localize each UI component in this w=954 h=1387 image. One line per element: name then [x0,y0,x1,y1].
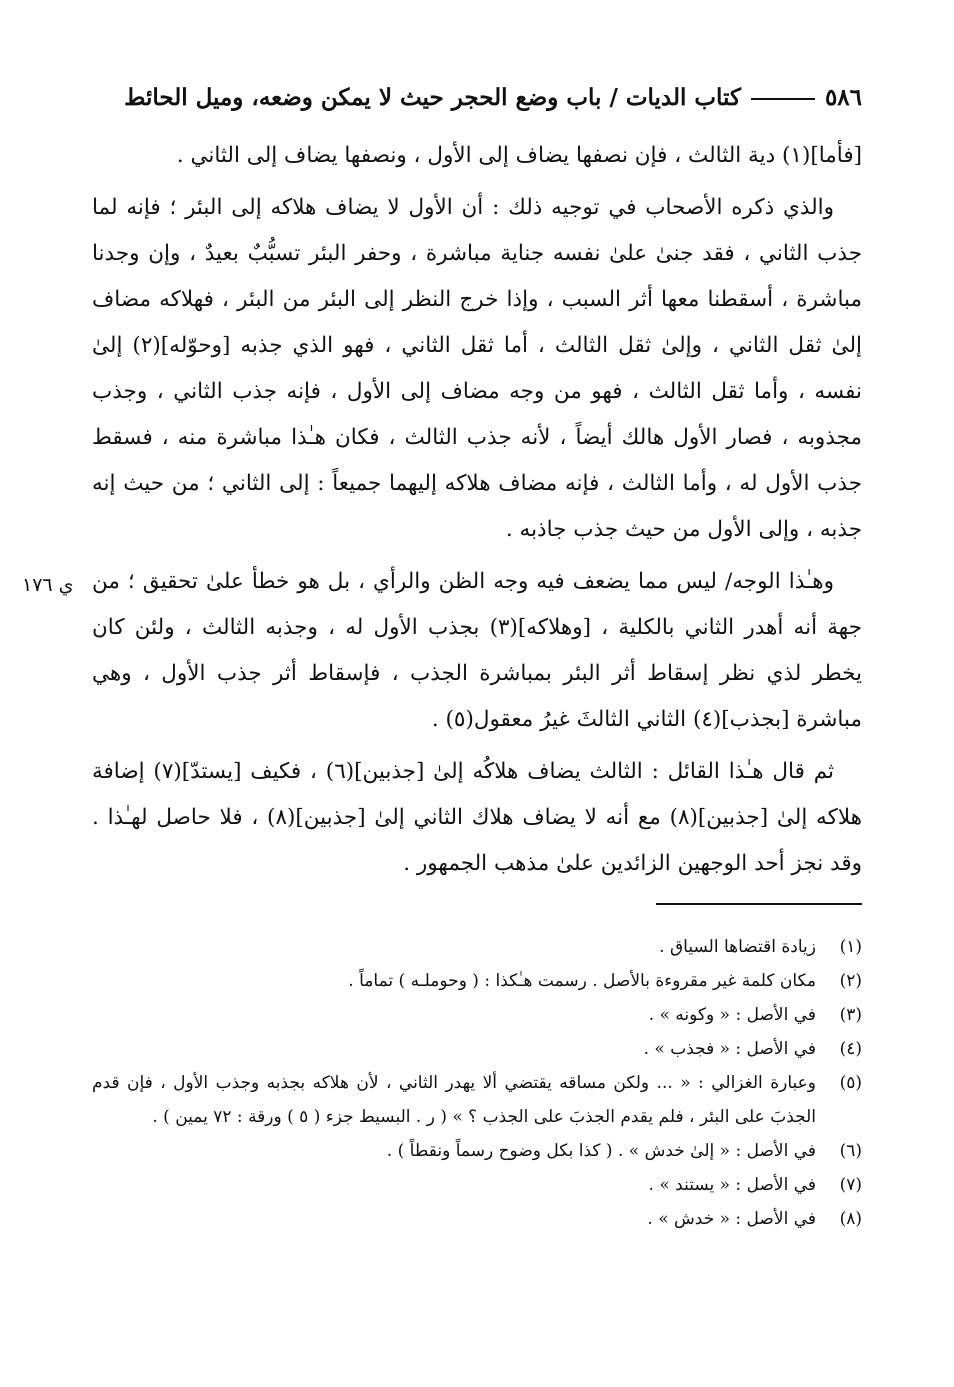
running-header [92,84,862,124]
footnote [92,930,862,964]
paragraph: ثم قال هـٰذا القائل : الثالث يضاف هلاكُه إلىٰ [جذبين](٦) ، فكيف [يستدّ](٧) إضافة هلاكه إلىٰ [جذبين](٨) مع أنه لا يضاف هلاك الثاني إلىٰ [جذبين](٨) ، فلا حاصل لهـٰذا . وقد نجز أحد الوجهين الزائدين علىٰ مذهب الجمهور . [92,759,862,876]
footnote [92,1032,862,1066]
footnote [92,998,862,1032]
footnote-separator [656,903,862,905]
footnote-number: (١) [839,937,862,957]
footnote [92,1134,862,1168]
footnote-text: في الأصل : « يستند » . [648,1175,816,1195]
paragraph: [فأما](١) دية الثالث ، فإن نصفها يضاف إلى الأول ، ونصفها يضاف إلى الثاني . [176,143,862,168]
footnote-text: في الأصل : « وكونه » . [648,1005,816,1025]
footnote-number: (٥) [839,1073,862,1093]
main-text [92,133,862,887]
footnotes [92,930,862,1236]
footnote-text: في الأصل : « فجذب » . [643,1039,816,1059]
header-rule [751,98,815,100]
paragraph: وهـٰذا الوجه/ ليس مما يضعف فيه وجه الظن والرأي ، بل هو خطأ علىٰ تحقيق ؛ من جهة أنه أهدر الثاني بالكلية ، [وهلاكه](٣) بجذب الأول له ، وجذبه الثالث ، ولئن كان يخطر لذي نظر إسقاط أثر البئر بمباشرة الجذب ، فإسقاط أثر جذب الأول ، وهي مباشرة [بجذب](٤) الثاني الثالثَ غيرُ معقول(٥) . [92,569,862,732]
page-number: ٥٨٦ [824,84,862,111]
footnote-number: (٣) [839,1005,862,1025]
footnote-number: (٦) [839,1141,862,1161]
footnote-text: مكان كلمة غير مقروءة بالأصل . رسمت هـٰكذا : ( وحوملـه ) تماماً . [348,971,816,991]
header-title: كتاب الديات / باب وضع الحجر حيث لا يمكن وضعه، وميل الحائط [124,84,741,111]
footnote-text: وعبارة الغزالي : « ... ولكن مساقه يقتضي ألا يهدر الثاني ، لأن هلاكه بجذبه وجذب الأول ، فإن قدم الجذبَ على البئر ، فلم يقدم الجذبَ على الجذب ؟ » ( ر . البسيط جزء ( ٥ ) ورقة : ٧٢ يمين ) . [92,1073,816,1127]
footnote [92,1168,862,1202]
footnote-text: في الأصل : « خدش » . [647,1209,816,1229]
footnote-number: (٧) [839,1175,862,1195]
footnote [92,1066,862,1134]
footnote [92,964,862,998]
footnote [92,1202,862,1236]
footnote-text: زيادة اقتضاها السياق . [659,937,816,957]
footnote-number: (٢) [839,971,862,991]
paragraph: والذي ذكره الأصحاب في توجيه ذلك : أن الأول لا يضاف هلاكه إلى البئر ؛ فإنه لما جذب الثاني ، فقد جنىٰ علىٰ نفسه جناية مباشرة ، وحفر البئر تسبُّبٌ بعيدٌ ، وإن وجدنا مباشرة ، أسقطنا معها أثر السبب ، وإذا خرج النظر إلى البئر من البئر ، فهلاكه مضاف إلىٰ ثقل الثاني ، وإلىٰ ثقل الثالث ، أما ثقل الثاني ، فهو الذي جذبه [وحوّله](٢) إلىٰ نفسه ، وأما ثقل الثالث ، فهو من وجه مضاف إلى الأول ، فإنه جذب الثاني ، وجذب مجذوبه ، فصار الأول هالك أيضاً ، لأنه جذب الثالث ، فكان هـٰذا مباشرة منه ، فسقط جذب الأول له ، وأما الثالث ، فإنه مضاف هلاكه إليهما جميعاً : إلى الثاني ؛ من حيث إنه جذبه ، وإلى الأول من حيث جذب جاذبه . [92,195,862,542]
margin-manuscript-ref: ي ١٧٦ [22,574,74,596]
footnote-number: (٨) [839,1209,862,1229]
footnote-text: في الأصل : « إلىٰ خدش » . ( كذا بكل وضوح رسماً ونقطاً ) . [386,1141,816,1161]
footnote-number: (٤) [839,1039,862,1059]
